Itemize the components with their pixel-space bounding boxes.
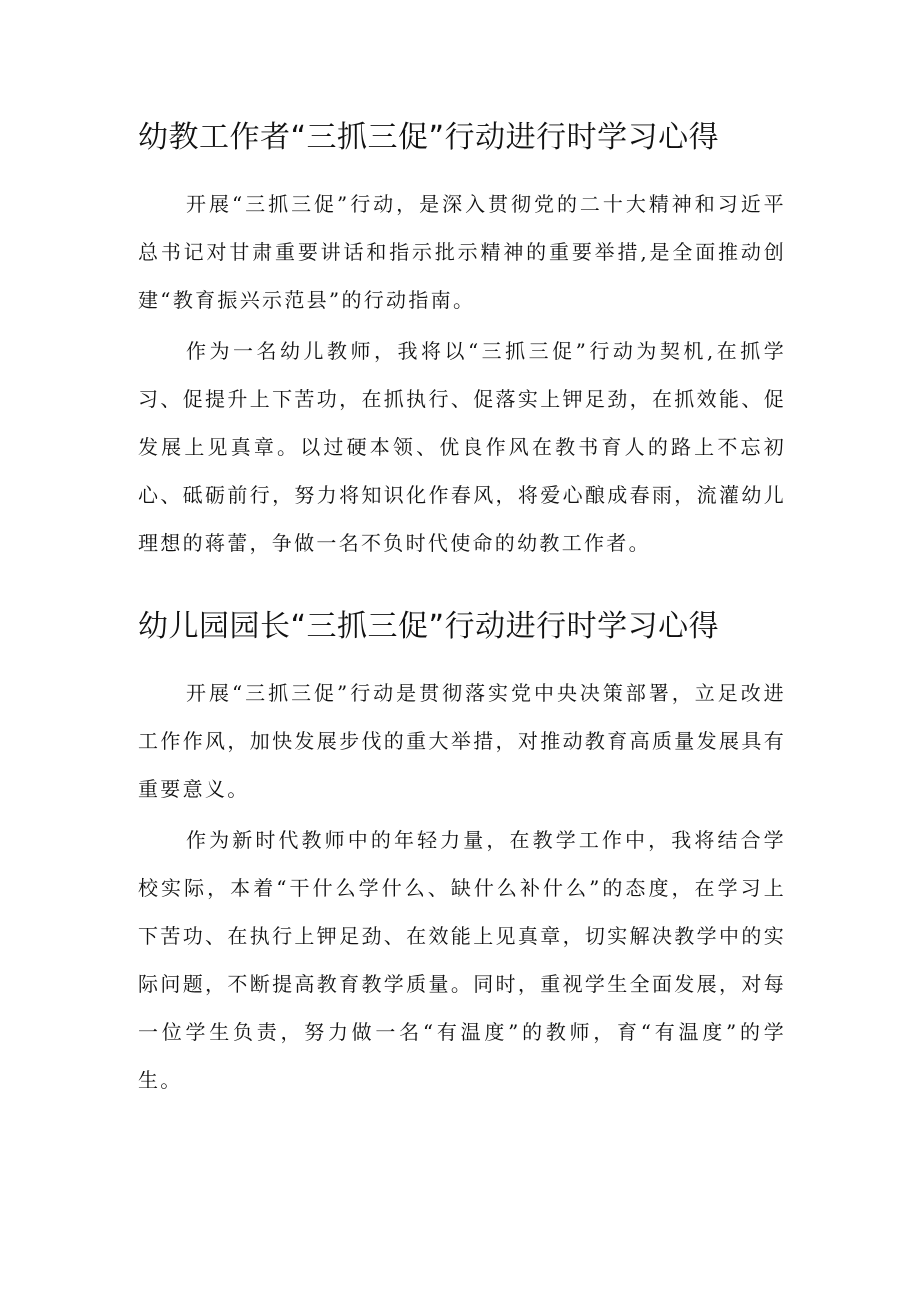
- section-title: 幼儿园园长“三抓三促”行动进行时学习心得: [138, 609, 720, 644]
- document-content: [138, 112, 786, 1107]
- section-kindergarten-teacher: [138, 112, 786, 567]
- section-title: 幼教工作者“三抓三促”行动进行时学习心得: [138, 120, 720, 155]
- paragraph: 开展“三抓三促”行动是贯彻落实党中央决策部署，立足改进工作作风，加快发展步伐的重大举措，对推动教育高质量发展具有重要意义。: [138, 681, 786, 801]
- paragraph: 作为新时代教师中的年轻力量，在教学工作中，我将结合学校实际，本着“干什么学什么、缺什么补什么”的态度，在学习上下苦功、在执行上钾足劲、在效能上见真章，切实解决教学中的实际问题，不断提高教育教学质量。同时，重视学生全面发展，对每一位学生负责，努力做一名“有温度”的教师，育“有温度”的学生。: [138, 828, 786, 1092]
- paragraph: 作为一名幼儿教师，我将以“三抓三促”行动为契机,在抓学习、促提升上下苦功，在抓执行、促落实上钾足劲，在抓效能、促发展上见真章。以过硬本领、优良作风在教书育人的路上不忘初心、砥砺前行，努力将知识化作春风，将爱心酿成春雨，流灌幼儿理想的蒋蕾，争做一名不负时代使命的幼教工作者。: [138, 339, 786, 555]
- paragraph: 开展“三抓三促”行动，是深入贯彻党的二十大精神和习近平总书记对甘肃重要讲话和指示批示精神的重要举措,是全面推动创建“教育振兴示范县”的行动指南。: [138, 192, 786, 312]
- section-body: [138, 180, 786, 567]
- section-body: [138, 669, 786, 1104]
- section-kindergarten-principal: [138, 601, 786, 1104]
